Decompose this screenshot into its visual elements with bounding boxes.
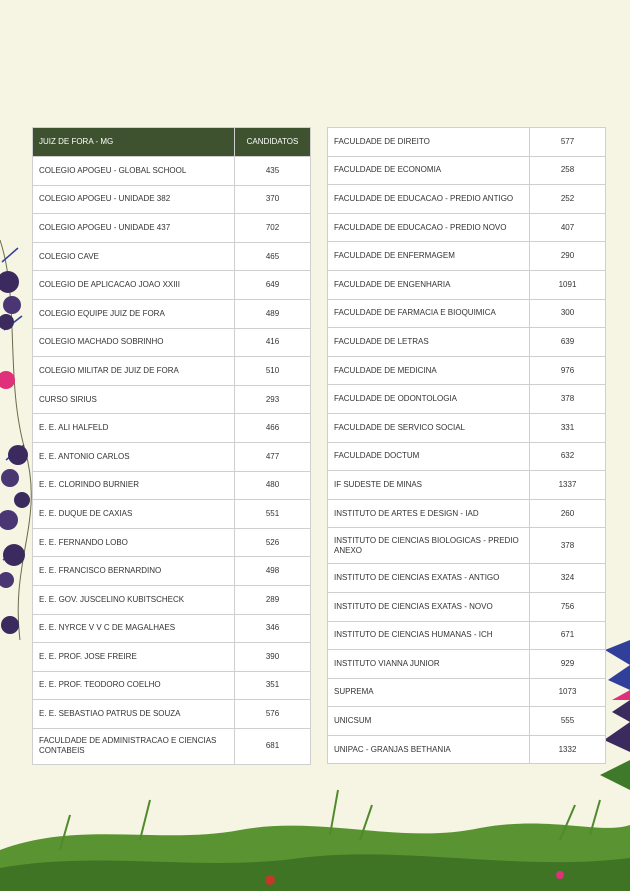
candidate-count: 465 [235,242,311,271]
school-name: FACULDADE DE ECONOMIA [328,156,530,185]
candidate-count: 258 [530,156,606,185]
candidate-count: 929 [530,650,606,679]
school-name: INSTITUTO DE ARTES E DESIGN - IAD [328,499,530,528]
school-name: FACULDADE DE ENGENHARIA [328,270,530,299]
candidate-count: 477 [235,442,311,471]
candidate-count: 466 [235,414,311,443]
candidate-count: 671 [530,621,606,650]
candidate-count: 289 [235,585,311,614]
candidate-count: 300 [530,299,606,328]
candidate-count: 756 [530,592,606,621]
candidate-count: 252 [530,185,606,214]
candidate-count: 576 [235,700,311,729]
school-name: COLEGIO MILITAR DE JUIZ DE FORA [33,357,235,386]
school-name: IF SUDESTE DE MINAS [328,471,530,500]
candidate-count: 632 [530,442,606,471]
school-name: E. E. PROF. TEODORO COELHO [33,671,235,700]
candidate-count: 702 [235,214,311,243]
school-name: E. E. PROF. JOSE FREIRE [33,643,235,672]
candidate-count: 577 [530,128,606,157]
candidate-count: 1091 [530,270,606,299]
school-name: COLEGIO APOGEU - UNIDADE 437 [33,214,235,243]
school-name: FACULDADE DE SERVICO SOCIAL [328,413,530,442]
candidate-count: 331 [530,413,606,442]
school-name: E. E. SEBASTIAO PATRUS DE SOUZA [33,700,235,729]
school-name: INSTITUTO DE CIENCIAS HUMANAS - ICH [328,621,530,650]
school-name: INSTITUTO VIANNA JUNIOR [328,650,530,679]
school-name: SUPREMA [328,678,530,707]
school-name: E. E. FRANCISCO BERNARDINO [33,557,235,586]
candidate-count: 555 [530,707,606,736]
school-name: INSTITUTO DE CIENCIAS EXATAS - ANTIGO [328,564,530,593]
school-name: FACULDADE DE LETRAS [328,328,530,357]
candidate-count: 639 [530,328,606,357]
candidate-count: 489 [235,299,311,328]
candidate-count: 526 [235,528,311,557]
candidate-count: 290 [530,242,606,271]
school-name: UNICSUM [328,707,530,736]
school-name: E. E. CLORINDO BURNIER [33,471,235,500]
school-name: FACULDADE DE FARMACIA E BIOQUIMICA [328,299,530,328]
header-city: JUIZ DE FORA - MG [33,128,235,157]
candidate-count: 293 [235,385,311,414]
school-name: COLEGIO CAVE [33,242,235,271]
school-name: FACULDADE DE ADMINISTRACAO E CIENCIAS CONTABEIS [33,728,235,764]
school-name: COLEGIO DE APLICACAO JOAO XXIII [33,271,235,300]
candidate-count: 407 [530,213,606,242]
school-name: COLEGIO APOGEU - UNIDADE 382 [33,185,235,214]
candidate-count: 370 [235,185,311,214]
candidate-count: 649 [235,271,311,300]
candidate-count: 324 [530,564,606,593]
school-name: FACULDADE DE ODONTOLOGIA [328,385,530,414]
candidate-count: 390 [235,643,311,672]
left-candidates-table [32,127,311,765]
school-name: FACULDADE DE MEDICINA [328,356,530,385]
school-name: FACULDADE DE ENFERMAGEM [328,242,530,271]
candidate-count: 551 [235,500,311,529]
left-flower-vine-decoration [0,240,31,640]
candidate-count: 346 [235,614,311,643]
school-name: COLEGIO MACHADO SOBRINHO [33,328,235,357]
candidate-count: 1332 [530,735,606,764]
header-candidates: CANDIDATOS [235,128,311,157]
candidate-count: 351 [235,671,311,700]
candidate-count: 416 [235,328,311,357]
right-candidates-table [327,127,606,764]
candidate-count: 976 [530,356,606,385]
candidate-count: 378 [530,385,606,414]
candidate-count: 378 [530,528,606,564]
school-name: COLEGIO EQUIPE JUIZ DE FORA [33,299,235,328]
school-name: CURSO SIRIUS [33,385,235,414]
bottom-grass-decoration [0,790,630,891]
school-name: UNIPAC - GRANJAS BETHANIA [328,735,530,764]
candidate-count: 1337 [530,471,606,500]
school-name: FACULDADE DE EDUCACAO - PREDIO NOVO [328,213,530,242]
school-name: E. E. DUQUE DE CAXIAS [33,500,235,529]
school-name: E. E. NYRCE V V C DE MAGALHAES [33,614,235,643]
candidate-count: 498 [235,557,311,586]
school-name: FACULDADE DE EDUCACAO - PREDIO ANTIGO [328,185,530,214]
school-name: E. E. ANTONIO CARLOS [33,442,235,471]
candidate-count: 510 [235,357,311,386]
school-name: FACULDADE DOCTUM [328,442,530,471]
candidate-count: 1073 [530,678,606,707]
candidate-count: 435 [235,157,311,186]
school-name: E. E. GOV. JUSCELINO KUBITSCHECK [33,585,235,614]
school-name: E. E. FERNANDO LOBO [33,528,235,557]
school-name: FACULDADE DE DIREITO [328,128,530,157]
school-name: COLEGIO APOGEU - GLOBAL SCHOOL [33,157,235,186]
school-name: INSTITUTO DE CIENCIAS EXATAS - NOVO [328,592,530,621]
candidate-count: 681 [235,728,311,764]
school-name: INSTITUTO DE CIENCIAS BIOLOGICAS - PREDIO ANEXO [328,528,530,564]
candidate-count: 260 [530,499,606,528]
candidate-count: 480 [235,471,311,500]
school-name: E. E. ALI HALFELD [33,414,235,443]
